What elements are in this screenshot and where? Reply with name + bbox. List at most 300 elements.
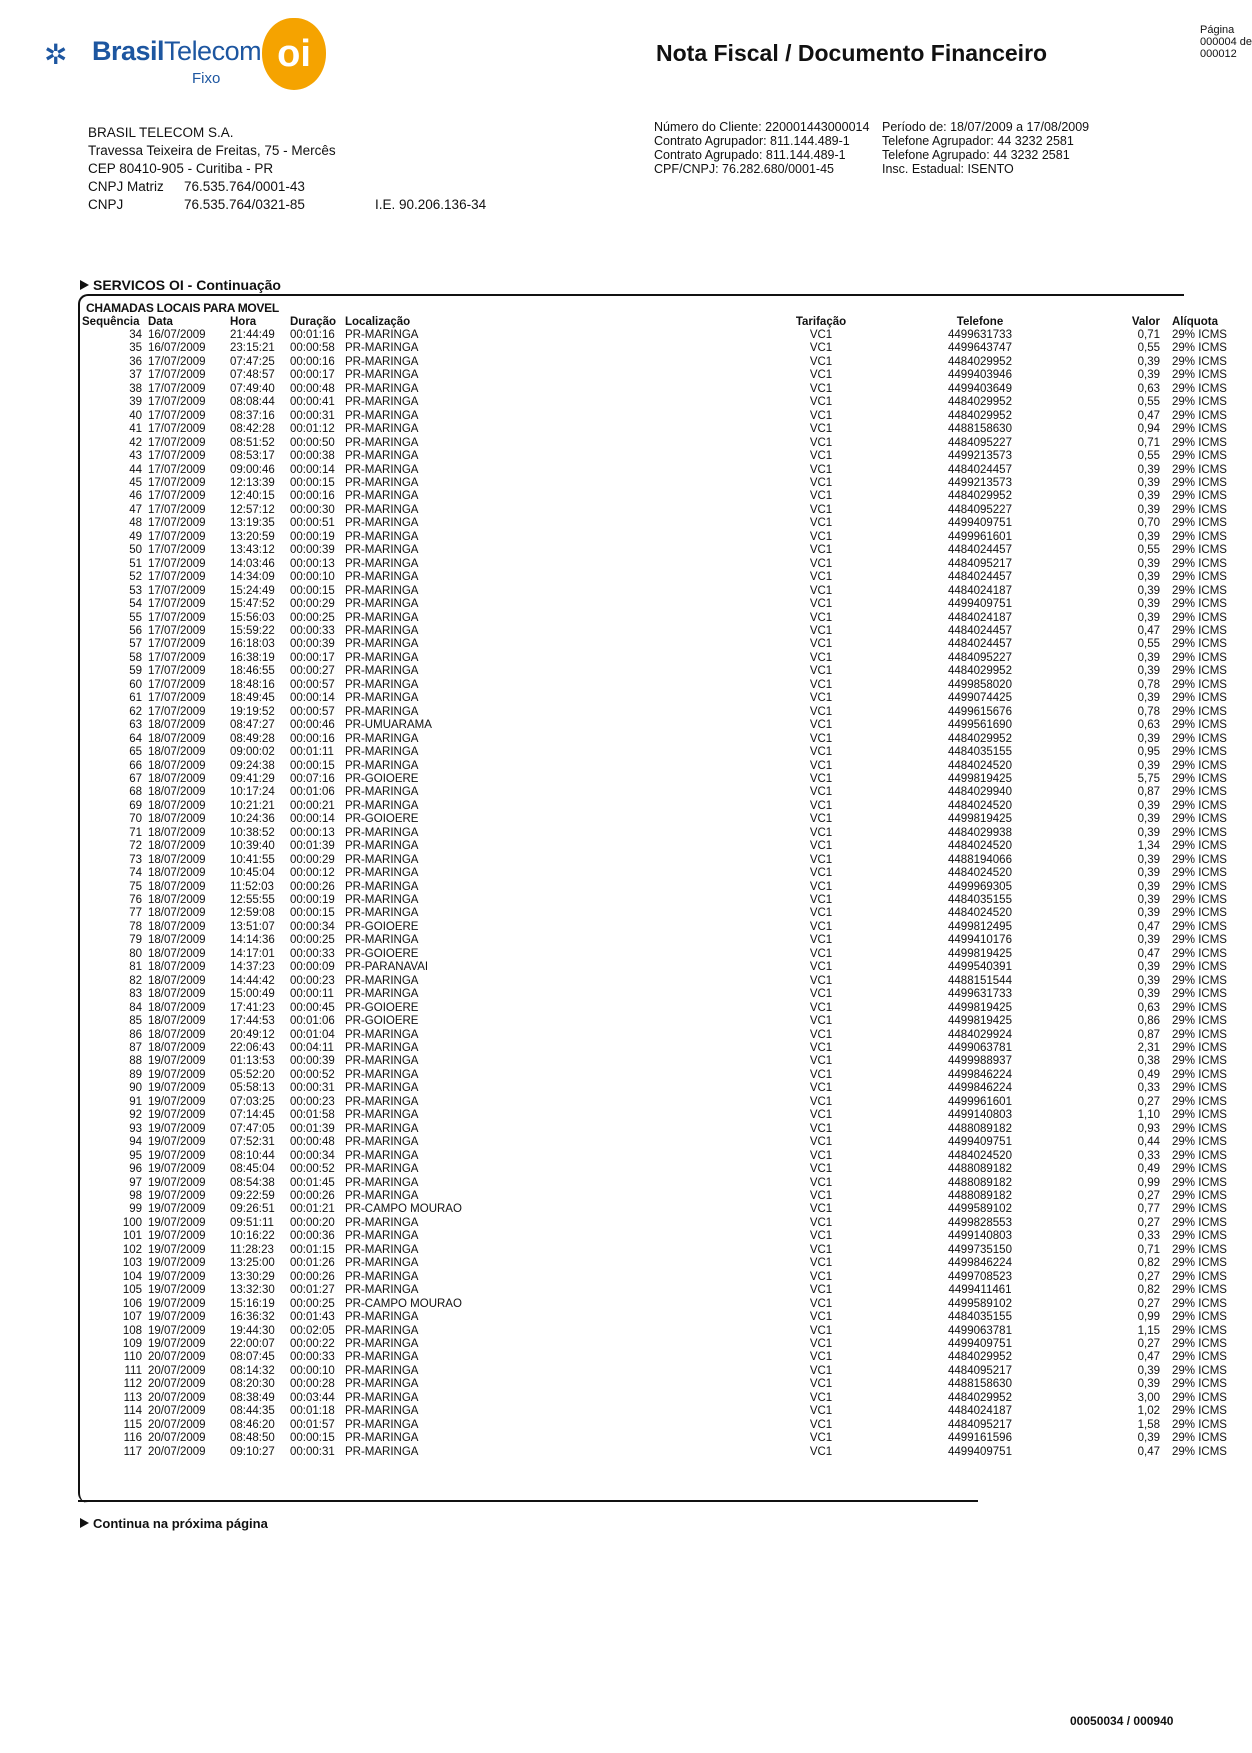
cell-data: 18/07/2009 xyxy=(148,840,206,853)
table-row xyxy=(76,907,1246,920)
cell-hora: 17:41:23 xyxy=(230,1001,275,1014)
cell-aliquota: 29% ICMS xyxy=(1172,329,1227,341)
cell-sequencia: 76 xyxy=(129,894,142,907)
cell-aliquota: 29% ICMS xyxy=(1172,772,1227,785)
cell-duracao: 00:00:23 xyxy=(290,1095,335,1108)
cell-localizacao: PR-MARINGA xyxy=(345,1445,419,1458)
company-cnpj-matriz: CNPJ Matriz 76.535.764/0001-43 xyxy=(88,179,305,194)
table-row xyxy=(76,544,1246,557)
cell-data: 17/07/2009 xyxy=(148,369,206,382)
cell-aliquota: 29% ICMS xyxy=(1172,1015,1227,1028)
cell-sequencia: 77 xyxy=(129,907,142,920)
cell-localizacao: PR-MARINGA xyxy=(345,382,419,395)
cell-tarifacao: VC1 xyxy=(809,382,833,395)
cell-aliquota: 29% ICMS xyxy=(1172,342,1227,355)
cell-tarifacao: VC1 xyxy=(809,409,833,422)
continue-note: Continua na próxima página xyxy=(80,1516,268,1531)
cell-sequencia: 88 xyxy=(129,1055,142,1068)
cell-telefone: 4484029952 xyxy=(948,355,1012,368)
page-total: 000012 xyxy=(1200,48,1237,60)
cell-valor: 0,39 xyxy=(1137,692,1160,705)
cell-tarifacao: VC1 xyxy=(809,436,833,449)
cell-telefone: 4499063781 xyxy=(948,1042,1012,1055)
table-row xyxy=(76,867,1246,880)
cell-telefone: 4499643747 xyxy=(948,342,1012,355)
cell-hora: 07:47:25 xyxy=(230,355,275,368)
cell-localizacao: PR-MARINGA xyxy=(345,1311,419,1324)
cell-valor: 0,39 xyxy=(1137,732,1160,745)
cell-valor: 0,47 xyxy=(1137,1351,1160,1364)
cell-hora: 10:39:40 xyxy=(230,840,275,853)
cell-tarifacao: VC1 xyxy=(809,490,833,503)
cell-duracao: 00:01:21 xyxy=(290,1203,335,1216)
cell-data: 19/07/2009 xyxy=(148,1230,206,1243)
cell-localizacao: PR-MARINGA xyxy=(345,544,419,557)
cell-aliquota: 29% ICMS xyxy=(1172,813,1227,826)
cell-duracao: 00:00:34 xyxy=(290,920,335,933)
cell-data: 19/07/2009 xyxy=(148,1243,206,1256)
cell-duracao: 00:00:16 xyxy=(290,355,335,368)
cell-aliquota: 29% ICMS xyxy=(1172,1270,1227,1283)
cell-tarifacao: VC1 xyxy=(809,759,833,772)
cell-hora: 11:28:23 xyxy=(230,1243,274,1256)
company-cep: CEP 80410-905 - Curitiba - PR xyxy=(88,161,274,176)
cell-tarifacao: VC1 xyxy=(809,813,833,826)
cell-valor: 0,47 xyxy=(1137,1445,1160,1458)
cell-duracao: 00:00:29 xyxy=(290,853,335,866)
cell-valor: 0,39 xyxy=(1137,934,1160,947)
cell-duracao: 00:01:26 xyxy=(290,1257,335,1270)
cell-tarifacao: VC1 xyxy=(809,1364,833,1377)
col-tarifacao: Tarifação xyxy=(795,316,847,328)
cell-telefone: 4484029952 xyxy=(948,409,1012,422)
cell-tarifacao: VC1 xyxy=(809,840,833,853)
cell-aliquota: 29% ICMS xyxy=(1172,1391,1227,1404)
cell-data: 18/07/2009 xyxy=(148,826,206,839)
cell-aliquota: 29% ICMS xyxy=(1172,571,1227,584)
table-row xyxy=(76,1217,1246,1230)
cell-sequencia: 117 xyxy=(123,1445,142,1458)
cell-telefone: 4499708523 xyxy=(948,1270,1012,1283)
cell-duracao: 00:00:22 xyxy=(290,1337,335,1350)
table-row xyxy=(76,1069,1246,1082)
cell-sequencia: 101 xyxy=(122,1230,142,1243)
cell-telefone: 4484024520 xyxy=(948,759,1012,772)
cell-duracao: 00:00:14 xyxy=(290,813,335,826)
footer-code: 00050034 / 000940 xyxy=(1070,1714,1174,1728)
contrato-agrupado: Contrato Agrupado: 811.144.489-1 xyxy=(654,148,846,162)
cell-tarifacao: VC1 xyxy=(809,1405,833,1418)
cell-aliquota: 29% ICMS xyxy=(1172,1257,1227,1270)
cell-data: 19/07/2009 xyxy=(148,1257,206,1270)
cell-duracao: 00:00:46 xyxy=(290,719,335,732)
cell-aliquota: 29% ICMS xyxy=(1172,584,1227,597)
cell-hora: 14:14:36 xyxy=(230,934,275,947)
cell-localizacao: PR-MARINGA xyxy=(345,463,419,476)
cell-valor: 0,39 xyxy=(1137,584,1160,597)
cell-localizacao: PR-GOIOERE xyxy=(345,772,419,785)
cell-telefone: 4499589102 xyxy=(948,1203,1012,1216)
table-row xyxy=(76,396,1246,409)
cell-hora: 15:00:49 xyxy=(230,988,275,1001)
cell-localizacao: PR-MARINGA xyxy=(345,1149,419,1162)
cell-sequencia: 39 xyxy=(129,396,142,409)
cell-hora: 12:13:39 xyxy=(230,476,275,489)
cell-data: 17/07/2009 xyxy=(148,450,206,463)
cell-localizacao: PR-MARINGA xyxy=(345,826,419,839)
cell-valor: 0,47 xyxy=(1137,947,1160,960)
cell-telefone: 4499819425 xyxy=(948,1001,1012,1014)
cell-aliquota: 29% ICMS xyxy=(1172,867,1227,880)
cell-hora: 10:41:55 xyxy=(230,853,275,866)
cell-aliquota: 29% ICMS xyxy=(1172,759,1227,772)
table-row xyxy=(76,1163,1246,1176)
cell-telefone: 4499858020 xyxy=(948,678,1012,691)
cell-hora: 18:48:16 xyxy=(230,678,275,691)
cell-data: 17/07/2009 xyxy=(148,624,206,637)
cell-hora: 10:17:24 xyxy=(230,786,275,799)
cell-localizacao: PR-MARINGA xyxy=(345,517,419,530)
table-row xyxy=(76,1096,1246,1109)
cell-data: 17/07/2009 xyxy=(148,409,206,422)
billing-info xyxy=(882,120,1089,176)
insc-estadual: Insc. Estadual: ISENTO xyxy=(882,162,1014,176)
cell-localizacao: PR-MARINGA xyxy=(345,894,419,907)
cell-tarifacao: VC1 xyxy=(809,611,833,624)
cell-localizacao: PR-MARINGA xyxy=(345,1109,419,1122)
cell-telefone: 4488089182 xyxy=(948,1190,1012,1202)
cell-duracao: 00:00:34 xyxy=(290,1149,335,1162)
cell-localizacao: PR-MARINGA xyxy=(345,934,419,947)
cell-sequencia: 82 xyxy=(129,974,142,987)
cell-localizacao: PR-MARINGA xyxy=(345,584,419,597)
cell-hora: 12:40:15 xyxy=(230,490,275,503)
cell-valor: 0,39 xyxy=(1137,530,1160,543)
table-row xyxy=(76,1446,1246,1459)
cell-valor: 0,27 xyxy=(1137,1297,1160,1310)
cell-aliquota: 29% ICMS xyxy=(1172,369,1227,382)
cell-duracao: 00:00:25 xyxy=(290,1297,335,1310)
cell-data: 16/07/2009 xyxy=(148,329,206,341)
cell-sequencia: 91 xyxy=(129,1095,142,1108)
cell-valor: 0,33 xyxy=(1137,1230,1160,1243)
table-row xyxy=(76,1177,1246,1190)
cell-telefone: 4499846224 xyxy=(948,1082,1012,1095)
cell-sequencia: 37 xyxy=(129,369,142,382)
cell-hora: 05:58:13 xyxy=(230,1082,275,1095)
cell-hora: 18:46:55 xyxy=(230,665,275,678)
cell-duracao: 00:00:15 xyxy=(290,476,335,489)
cell-telefone: 4484029952 xyxy=(948,1391,1012,1404)
cell-aliquota: 29% ICMS xyxy=(1172,557,1227,570)
cell-data: 18/07/2009 xyxy=(148,1015,206,1028)
cell-aliquota: 29% ICMS xyxy=(1172,611,1227,624)
table-row xyxy=(76,1055,1246,1068)
cell-valor: 0,39 xyxy=(1137,961,1160,974)
cell-tarifacao: VC1 xyxy=(809,692,833,705)
cell-sequencia: 35 xyxy=(129,342,142,355)
cell-tarifacao: VC1 xyxy=(809,423,833,436)
table-row xyxy=(76,1338,1246,1351)
cell-data: 17/07/2009 xyxy=(148,490,206,503)
cell-telefone: 4484095227 xyxy=(948,651,1012,664)
cell-data: 17/07/2009 xyxy=(148,571,206,584)
cell-aliquota: 29% ICMS xyxy=(1172,1311,1227,1324)
cell-sequencia: 43 xyxy=(129,450,142,463)
cell-aliquota: 29% ICMS xyxy=(1172,947,1227,960)
cell-aliquota: 29% ICMS xyxy=(1172,692,1227,705)
cell-data: 20/07/2009 xyxy=(148,1391,206,1404)
table-row xyxy=(76,490,1246,503)
cell-tarifacao: VC1 xyxy=(809,867,833,880)
cell-data: 19/07/2009 xyxy=(148,1122,206,1135)
cell-duracao: 00:00:50 xyxy=(290,436,335,449)
cell-duracao: 00:00:38 xyxy=(290,450,335,463)
cell-hora: 10:16:22 xyxy=(230,1230,275,1243)
cell-data: 17/07/2009 xyxy=(148,705,206,718)
cell-tarifacao: VC1 xyxy=(809,705,833,718)
cell-localizacao: PR-MARINGA xyxy=(345,1405,419,1418)
cell-aliquota: 29% ICMS xyxy=(1172,1243,1227,1256)
cell-valor: 0,39 xyxy=(1137,813,1160,826)
cell-hora: 16:38:19 xyxy=(230,651,275,664)
cell-aliquota: 29% ICMS xyxy=(1172,409,1227,422)
cell-hora: 08:20:30 xyxy=(230,1378,275,1391)
cell-valor: 0,39 xyxy=(1137,974,1160,987)
cell-sequencia: 59 xyxy=(129,665,142,678)
cell-valor: 0,39 xyxy=(1137,355,1160,368)
page-indicator xyxy=(1200,24,1252,60)
cell-tarifacao: VC1 xyxy=(809,947,833,960)
cell-hora: 08:38:49 xyxy=(230,1391,275,1404)
cell-tarifacao: VC1 xyxy=(809,450,833,463)
cell-sequencia: 57 xyxy=(129,638,142,651)
cell-sequencia: 110 xyxy=(123,1351,142,1364)
cell-data: 18/07/2009 xyxy=(148,813,206,826)
cell-localizacao: PR-UMUARAMA xyxy=(345,719,432,732)
cell-sequencia: 51 xyxy=(129,557,142,570)
cell-telefone: 4499735150 xyxy=(948,1243,1012,1256)
cell-sequencia: 104 xyxy=(122,1270,142,1283)
cell-telefone: 4484024187 xyxy=(948,584,1012,597)
table-row xyxy=(76,1230,1246,1243)
cell-valor: 0,39 xyxy=(1137,369,1160,382)
cell-telefone: 4484024457 xyxy=(948,544,1012,557)
cell-aliquota: 29% ICMS xyxy=(1172,490,1227,503)
cell-telefone: 4499819425 xyxy=(948,772,1012,785)
cell-hora: 09:26:51 xyxy=(230,1203,275,1216)
table-row xyxy=(76,975,1246,988)
cell-data: 18/07/2009 xyxy=(148,799,206,812)
cell-tarifacao: VC1 xyxy=(809,624,833,637)
cell-localizacao: PR-MARINGA xyxy=(345,1391,419,1404)
cell-aliquota: 29% ICMS xyxy=(1172,503,1227,516)
cell-telefone: 4484095227 xyxy=(948,503,1012,516)
cell-duracao: 00:00:11 xyxy=(290,988,334,1001)
table-row xyxy=(76,585,1246,598)
company-info xyxy=(88,124,486,214)
cell-valor: 0,47 xyxy=(1137,624,1160,637)
cell-duracao: 00:00:31 xyxy=(290,1082,335,1095)
cell-sequencia: 60 xyxy=(129,678,142,691)
cell-duracao: 00:00:33 xyxy=(290,624,335,637)
cell-tarifacao: VC1 xyxy=(809,1028,833,1041)
cell-hora: 09:00:02 xyxy=(230,746,275,759)
cell-data: 17/07/2009 xyxy=(148,651,206,664)
table-row xyxy=(76,800,1246,813)
cell-telefone: 4484024520 xyxy=(948,799,1012,812)
cell-localizacao: PR-MARINGA xyxy=(345,530,419,543)
cell-tarifacao: VC1 xyxy=(809,826,833,839)
cell-localizacao: PR-CAMPO MOURAO xyxy=(345,1203,462,1216)
cell-tarifacao: VC1 xyxy=(809,1176,833,1189)
cell-valor: 0,78 xyxy=(1137,678,1160,691)
cell-aliquota: 29% ICMS xyxy=(1172,840,1227,853)
cell-sequencia: 46 xyxy=(129,490,142,503)
cell-sequencia: 42 xyxy=(129,436,142,449)
cell-hora: 19:19:52 xyxy=(230,705,275,718)
cell-telefone: 4484024520 xyxy=(948,840,1012,853)
section-title: SERVICOS OI - Continuação xyxy=(80,277,281,293)
cell-aliquota: 29% ICMS xyxy=(1172,423,1227,436)
cell-tarifacao: VC1 xyxy=(809,1082,833,1095)
cell-sequencia: 66 xyxy=(129,759,142,772)
cell-aliquota: 29% ICMS xyxy=(1172,530,1227,543)
cell-data: 18/07/2009 xyxy=(148,867,206,880)
cell-valor: 0,39 xyxy=(1137,907,1160,920)
cell-tarifacao: VC1 xyxy=(809,1337,833,1350)
cell-aliquota: 29% ICMS xyxy=(1172,638,1227,651)
cell-telefone: 4499161596 xyxy=(948,1432,1012,1445)
cell-localizacao: PR-PARANAVAI xyxy=(345,961,429,974)
cell-duracao: 00:01:12 xyxy=(290,423,335,436)
brasil-telecom-star-icon: ✲ xyxy=(44,39,68,70)
cell-valor: 0,33 xyxy=(1137,1149,1160,1162)
cell-tarifacao: VC1 xyxy=(809,907,833,920)
cell-valor: 0,63 xyxy=(1137,1001,1160,1014)
cell-telefone: 4499846224 xyxy=(948,1068,1012,1081)
cell-hora: 13:25:00 xyxy=(230,1257,275,1270)
cell-data: 17/07/2009 xyxy=(148,557,206,570)
cell-duracao: 00:00:45 xyxy=(290,1001,335,1014)
col-duracao: Duração xyxy=(290,316,337,328)
cell-hora: 07:47:05 xyxy=(230,1122,275,1135)
table-row xyxy=(76,1002,1246,1015)
table-row xyxy=(76,464,1246,477)
cell-hora: 08:46:20 xyxy=(230,1418,275,1431)
cell-aliquota: 29% ICMS xyxy=(1172,786,1227,799)
cell-duracao: 00:00:39 xyxy=(290,544,335,557)
cell-aliquota: 29% ICMS xyxy=(1172,1042,1227,1055)
billing-period: Período de: 18/07/2009 a 17/08/2009 xyxy=(882,120,1090,134)
col-data: Data xyxy=(148,316,173,328)
cell-valor: 0,94 xyxy=(1137,423,1160,436)
cell-sequencia: 61 xyxy=(129,692,142,705)
cell-duracao: 00:07:16 xyxy=(290,772,335,785)
cell-valor: 0,39 xyxy=(1137,571,1160,584)
table-row xyxy=(76,1284,1246,1297)
cell-hora: 10:21:21 xyxy=(230,799,275,812)
cell-telefone: 4484024457 xyxy=(948,463,1012,476)
cell-sequencia: 72 xyxy=(129,840,142,853)
cell-hora: 16:36:32 xyxy=(230,1311,275,1324)
cell-data: 18/07/2009 xyxy=(148,880,206,893)
table-row xyxy=(76,692,1246,705)
cell-aliquota: 29% ICMS xyxy=(1172,1149,1227,1162)
cell-data: 17/07/2009 xyxy=(148,598,206,611)
cell-hora: 12:57:12 xyxy=(230,503,275,516)
cell-duracao: 00:00:19 xyxy=(290,530,335,543)
cell-localizacao: PR-MARINGA xyxy=(345,1042,419,1055)
cell-telefone: 4484029952 xyxy=(948,1351,1012,1364)
table-row xyxy=(76,706,1246,719)
cell-duracao: 00:01:45 xyxy=(290,1176,335,1189)
cell-duracao: 00:02:05 xyxy=(290,1324,335,1337)
cell-duracao: 00:00:21 xyxy=(290,799,335,812)
table-row xyxy=(76,840,1246,853)
col-sequencia: Sequência xyxy=(82,316,140,328)
cell-duracao: 00:00:25 xyxy=(290,611,335,624)
cell-localizacao: PR-MARINGA xyxy=(345,1418,419,1431)
cell-hora: 15:16:19 xyxy=(230,1297,275,1310)
cell-telefone: 4484029952 xyxy=(948,490,1012,503)
cell-duracao: 00:00:28 xyxy=(290,1378,335,1391)
cell-telefone: 4488151544 xyxy=(948,974,1012,987)
cell-localizacao: PR-MARINGA xyxy=(345,638,419,651)
cell-telefone: 4499561690 xyxy=(948,719,1012,732)
table-row xyxy=(76,571,1246,584)
table-row xyxy=(76,1298,1246,1311)
cell-sequencia: 113 xyxy=(123,1391,142,1404)
cell-tarifacao: VC1 xyxy=(809,1001,833,1014)
cell-valor: 0,39 xyxy=(1137,867,1160,880)
cell-data: 18/07/2009 xyxy=(148,1001,206,1014)
cell-tarifacao: VC1 xyxy=(809,638,833,651)
cell-duracao: 00:00:31 xyxy=(290,1445,335,1458)
cell-tarifacao: VC1 xyxy=(809,678,833,691)
cell-localizacao: PR-MARINGA xyxy=(345,786,419,799)
cell-data: 19/07/2009 xyxy=(148,1190,206,1202)
cell-sequencia: 112 xyxy=(123,1378,142,1391)
cell-localizacao: PR-MARINGA xyxy=(345,490,419,503)
cell-hora: 08:47:27 xyxy=(230,719,275,732)
cell-hora: 14:03:46 xyxy=(230,557,275,570)
cell-tarifacao: VC1 xyxy=(809,880,833,893)
cell-valor: 0,39 xyxy=(1137,503,1160,516)
cell-duracao: 00:00:36 xyxy=(290,1230,335,1243)
cell-duracao: 00:00:39 xyxy=(290,638,335,651)
cell-valor: 0,39 xyxy=(1137,988,1160,1001)
cell-aliquota: 29% ICMS xyxy=(1172,1082,1227,1095)
table-row xyxy=(76,1257,1246,1270)
cell-tarifacao: VC1 xyxy=(809,517,833,530)
cell-telefone: 4499846224 xyxy=(948,1257,1012,1270)
cell-aliquota: 29% ICMS xyxy=(1172,974,1227,987)
cell-hora: 19:44:30 xyxy=(230,1324,275,1337)
cell-sequencia: 34 xyxy=(129,329,142,341)
cell-data: 18/07/2009 xyxy=(148,894,206,907)
table-row xyxy=(76,733,1246,746)
table-row xyxy=(76,369,1246,382)
cell-localizacao: PR-MARINGA xyxy=(345,746,419,759)
cell-localizacao: PR-GOIOERE xyxy=(345,1015,419,1028)
cell-duracao: 00:00:15 xyxy=(290,759,335,772)
cell-valor: 0,78 xyxy=(1137,705,1160,718)
cell-aliquota: 29% ICMS xyxy=(1172,1068,1227,1081)
cell-hora: 13:43:12 xyxy=(230,544,275,557)
cell-telefone: 4484024187 xyxy=(948,1405,1012,1418)
cell-telefone: 4499213573 xyxy=(948,450,1012,463)
